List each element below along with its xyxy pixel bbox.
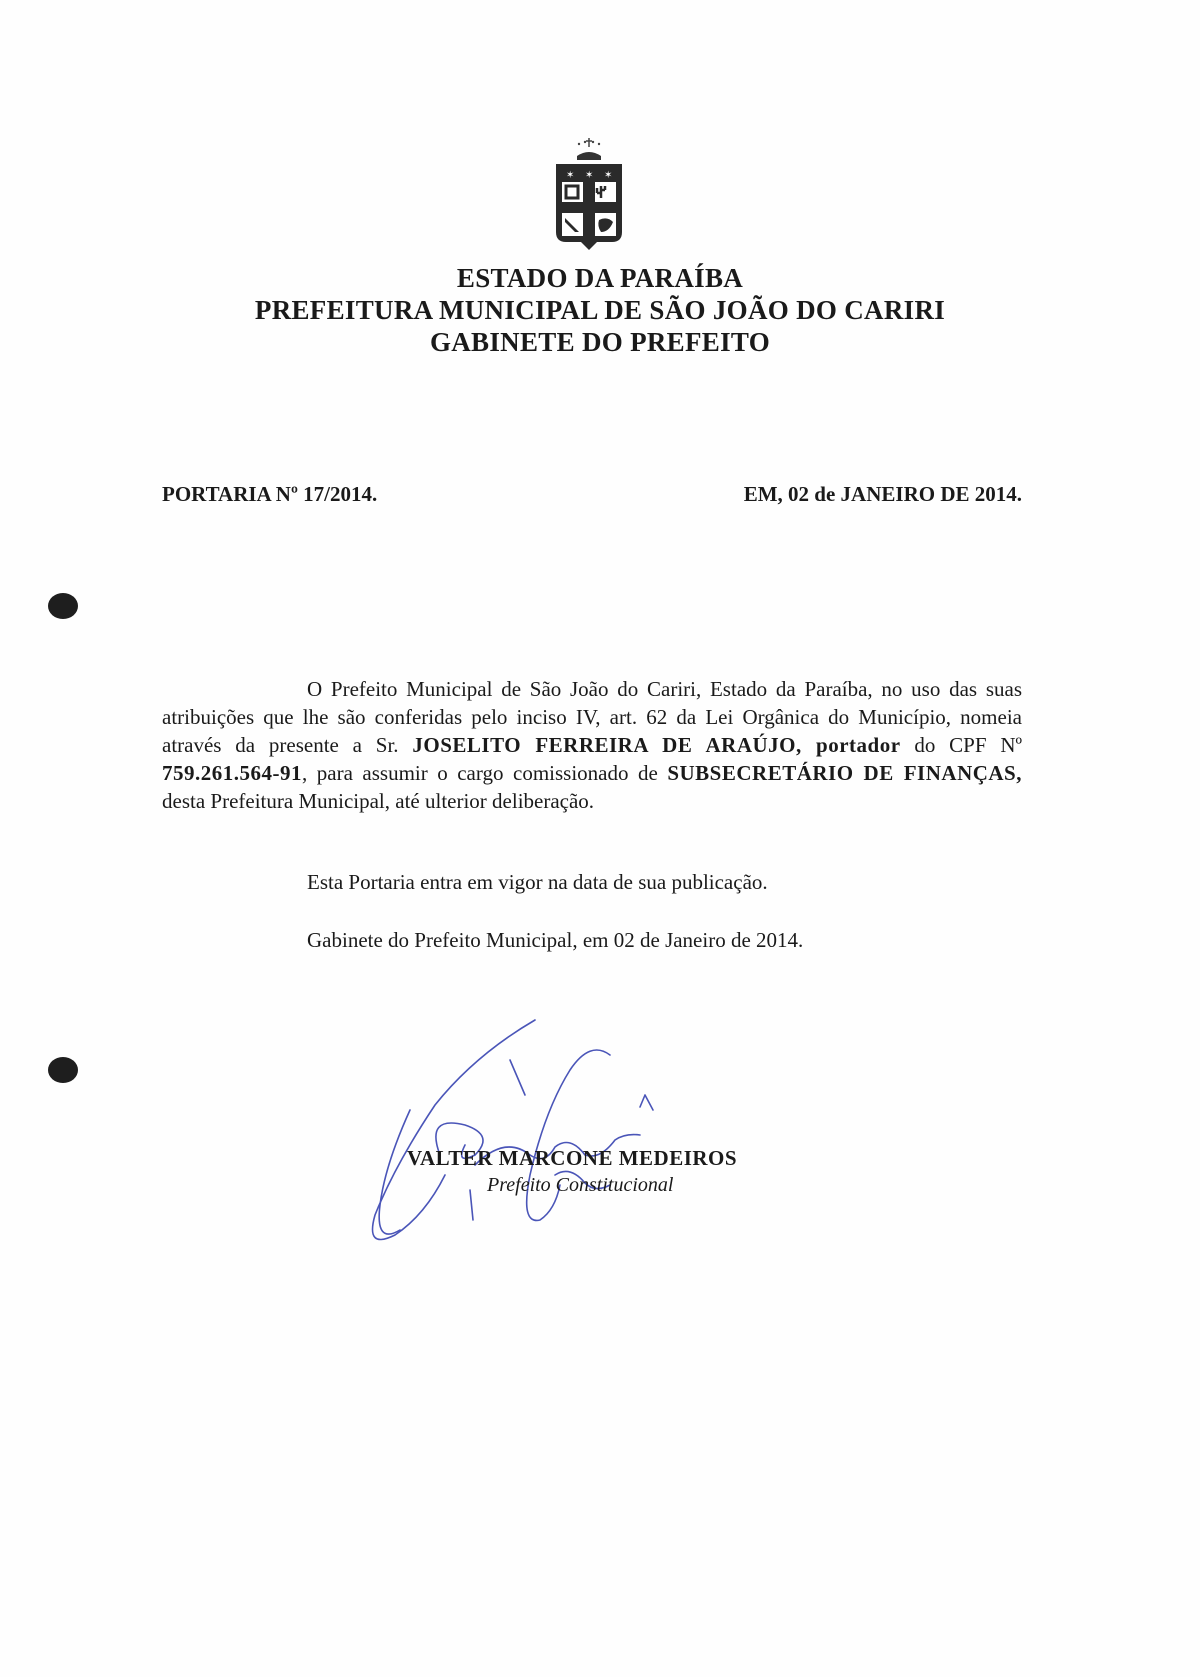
appointment-paragraph — [162, 675, 1022, 815]
handwritten-signature — [355, 1015, 685, 1265]
punch-hole-mark — [48, 1057, 78, 1083]
appointee-name: JOSELITO FERREIRA DE ARAÚJO, portador — [412, 733, 901, 757]
header-office: GABINETE DO PREFEITO — [429, 327, 771, 357]
body-text-segment: O Prefeito Municipal de São João do Cariri, Estado da Paraíba, no uso das suas atribuições que lhe são conferidas pelo inciso IV, art. 62 da Lei Orgânica do Município, nomeia através da presente a Sr. — [162, 677, 1022, 757]
punch-hole-mark — [48, 593, 78, 619]
body-paragraph — [162, 675, 1022, 815]
body-text-segment: do CPF Nº — [900, 733, 1022, 757]
closing-paragraph: Gabinete do Prefeito Municipal, em 02 de Janeiro de 2014. — [307, 928, 804, 952]
svg-text:✶: ✶ — [604, 170, 613, 181]
coat-of-arms-icon — [549, 138, 629, 256]
header-municipality: PREFEITURA MUNICIPAL DE SÃO JOÃO DO CARIRI — [254, 295, 946, 325]
svg-text:✶: ✶ — [585, 170, 594, 181]
body-text-segment: , para assumir o cargo comissionado de — [302, 761, 668, 785]
letterhead — [0, 262, 1200, 358]
signer-title: Prefeito Constitucional — [487, 1174, 674, 1196]
appointed-role: SUBSECRETÁRIO DE FINANÇAS, — [667, 761, 1022, 785]
portaria-number: PORTARIA Nº 17/2014. — [162, 482, 378, 506]
body-text-segment: desta Prefeitura Municipal, até ulterior deliberação. — [162, 789, 595, 813]
signer-name: VALTER MARCONE MEDEIROS — [407, 1146, 738, 1170]
portaria-date: EM, 02 de JANEIRO DE 2014. — [743, 482, 1022, 506]
effective-date-paragraph: Esta Portaria entra em vigor na data de sua publicação. — [307, 870, 768, 894]
svg-text:✶: ✶ — [566, 170, 575, 181]
header-state: ESTADO DA PARAÍBA — [456, 263, 744, 293]
appointee-cpf: 759.261.564-91 — [162, 761, 302, 785]
